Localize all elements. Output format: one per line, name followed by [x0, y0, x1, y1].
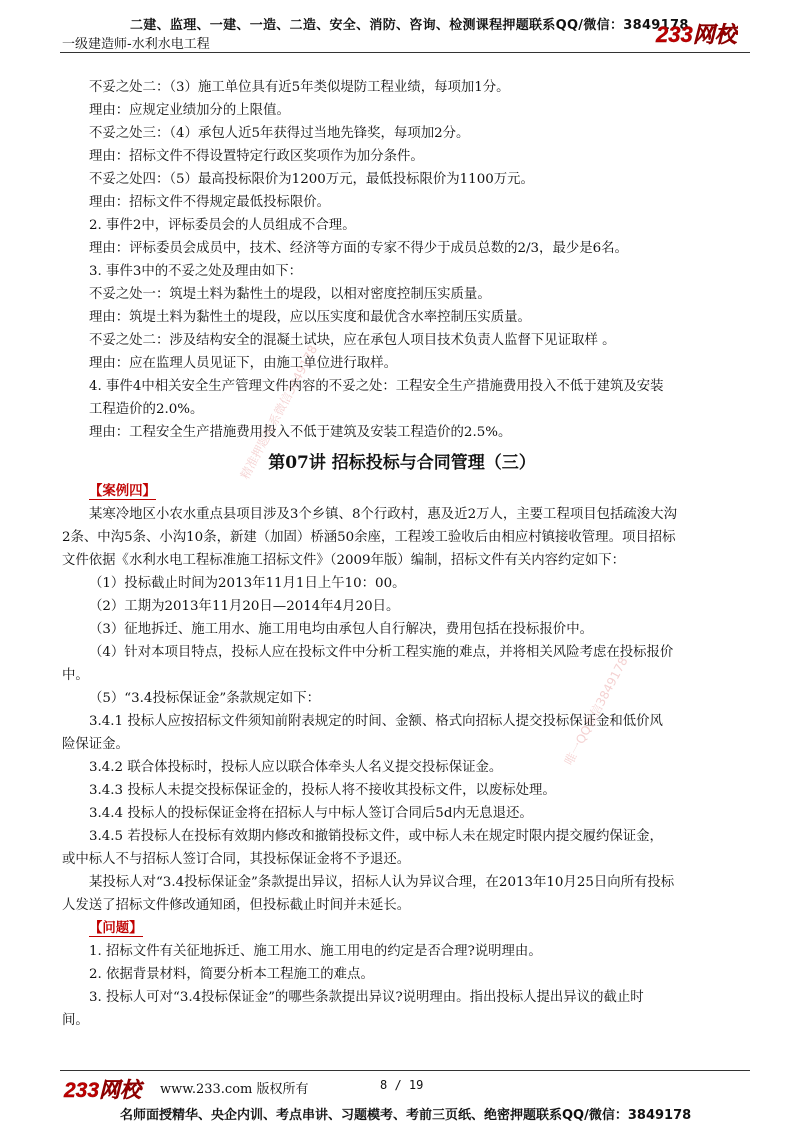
case-line: 某投标人对“3.4投标保证金”条款提出异议，招标人认为异议合理，在2013年10月25日向所有投标: [89, 875, 675, 890]
question-line: 间。: [62, 1013, 89, 1028]
paragraph: 理由：招标文件不得规定最低投标限价。: [89, 195, 331, 210]
case-line: （3）征地拆迁、施工用水、施工用电均由承包人自行解决，费用包括在投标报价中。: [89, 622, 593, 637]
case-line: 2条、中沟5条、小沟10条，新建（加固）桥涵50余座，工程竣工验收后由相应村镇接收管理。项目招标: [62, 530, 676, 545]
footer-logo-text: 233网校: [64, 1079, 142, 1102]
brand-logo: [654, 20, 738, 48]
watermark-1: 精准押题联系微信3849178: [237, 342, 321, 482]
paragraph: 不妥之处二：涉及结构安全的混凝土试块，应在承包人项目技术负责人监督下见证取样 。: [89, 333, 616, 348]
case-line: 中。: [62, 668, 89, 683]
case-line: （4）针对本项目特点，投标人应在投标文件中分析工程实施的难点，并将相关风险考虑在投标报价: [89, 645, 674, 660]
case-line: （1）投标截止时间为2013年11月1日上午10：00。: [89, 576, 406, 591]
section-title: 第07讲 招标投标与合同管理（三）: [268, 453, 536, 473]
question-line: 2. 依据背景材料，简要分析本工程施工的难点。: [89, 967, 374, 982]
case-line: 某寒冷地区小农水重点县项目涉及3个乡镇、8个行政村，惠及近2万人，主要工程项目包括疏浚大沟: [89, 507, 677, 522]
case-line: （5）“3.4投标保证金”条款规定如下：: [89, 691, 320, 706]
paragraph: 不妥之处一：筑堤土料为黏性土的堤段，以相对密度控制压实质量。: [89, 287, 491, 302]
paragraph: 理由：工程安全生产措施费用投入不低于建筑及安装工程造价的2.5%。: [89, 425, 512, 440]
paragraph: 不妥之处四：（5）最高投标限价为1200万元，最低投标限价为1100万元。: [89, 172, 534, 187]
footer-divider: [60, 1070, 750, 1071]
brand-logo-text: 233网校: [656, 22, 737, 47]
case-line: 3.4.5 若投标人在投标有效期内修改和撤销投标文件，或中标人未在规定时限内提交履约保证金，: [89, 829, 663, 844]
question-line: 1. 招标文件有关征地拆迁、施工用水、施工用电的约定是否合理?说明理由。: [89, 944, 542, 959]
footer-promo-text: 名师面授精华、央企内训、考点串讲、习题模考、考前三页纸、绝密押题联系QQ/微信：3849178: [120, 1108, 692, 1123]
case-line: 3.4.4 投标人的投标保证金将在招标人与中标人签订合同后5d内无息退还。: [89, 806, 533, 821]
footer-brand-logo: [62, 1076, 146, 1102]
paragraph: 3. 事件3中的不妥之处及理由如下：: [89, 264, 303, 279]
paragraph: 理由：筑堤土料为黏性土的堤段，应以压实度和最优含水率控制压实质量。: [89, 310, 531, 325]
case-line: 3.4.3 投标人未提交投标保证金的，投标人将不接收其投标文件，以废标处理。: [89, 783, 556, 798]
header-divider: [60, 52, 750, 53]
watermark-2: 唯一QQ微信3849178: [561, 654, 631, 768]
paragraph: 工程造价的2.0%。: [89, 402, 204, 417]
case-line: 3.4.1 投标人应按招标文件须知前附表规定的时间、金额、格式向招标人提交投标保证金和低价风: [89, 714, 663, 729]
question-tag: [62, 917, 742, 940]
case-tag: [62, 480, 742, 503]
case-tag-label: 【案例四】: [89, 483, 156, 499]
header-promo-text: 二建、监理、一建、一造、二造、安全、消防、咨询、检测课程押题联系QQ/微信：3849178: [130, 18, 689, 33]
page-header: [0, 0, 800, 60]
footer-site-link[interactable]: www.233.com 版权所有: [160, 1082, 309, 1097]
case-line: 3.4.2 联合体投标时，投标人应以联合体牵头人名义提交投标保证金。: [89, 760, 503, 775]
header-subject: 一级建造师-水利水电工程: [62, 37, 210, 52]
case-line: 文件依据《水利水电工程标准施工招标文件》（2009年版）编制，招标文件有关内容约定如下：: [62, 553, 626, 568]
paragraph: 不妥之处二：（3）施工单位具有近5年类似堤防工程业绩，每项加1分。: [89, 80, 510, 95]
paragraph: 理由：应在监理人员见证下，由施工单位进行取样。: [89, 356, 397, 371]
paragraph: 不妥之处三：（4）承包人近5年获得过当地先锋奖，每项加2分。: [89, 126, 470, 141]
question-line: 3. 投标人可对“3.4投标保证金”的哪些条款提出异议?说明理由。指出投标人提出异议的截止时: [89, 990, 644, 1005]
case-line: （2）工期为2013年11月20日—2014年4月20日。: [89, 599, 400, 614]
paragraph: 2. 事件2中，评标委员会的人员组成不合理。: [89, 218, 356, 233]
paragraph: 理由：评标委员会成员中，技术、经济等方面的专家不得少于成员总数的2/3，最少是6名。: [89, 241, 628, 256]
paragraph: 4. 事件4中相关安全生产管理文件内容的不妥之处：工程安全生产措施费用投入不低于建筑及安装: [89, 379, 664, 394]
paragraph: 理由：应规定业绩加分的上限值。: [89, 103, 290, 118]
case-line: 或中标人不与招标人签订合同，其投标保证金将不予退还。: [62, 852, 411, 867]
page-number: 8 / 19: [380, 1078, 424, 1092]
document-body: [62, 76, 742, 1032]
case-line: 人发送了招标文件修改通知函，但投标截止时间并未延长。: [62, 898, 411, 913]
question-tag-label: 【问题】: [89, 920, 143, 936]
paragraph: 理由：招标文件不得设置特定行政区奖项作为加分条件。: [89, 149, 424, 164]
case-line: 险保证金。: [62, 737, 129, 752]
